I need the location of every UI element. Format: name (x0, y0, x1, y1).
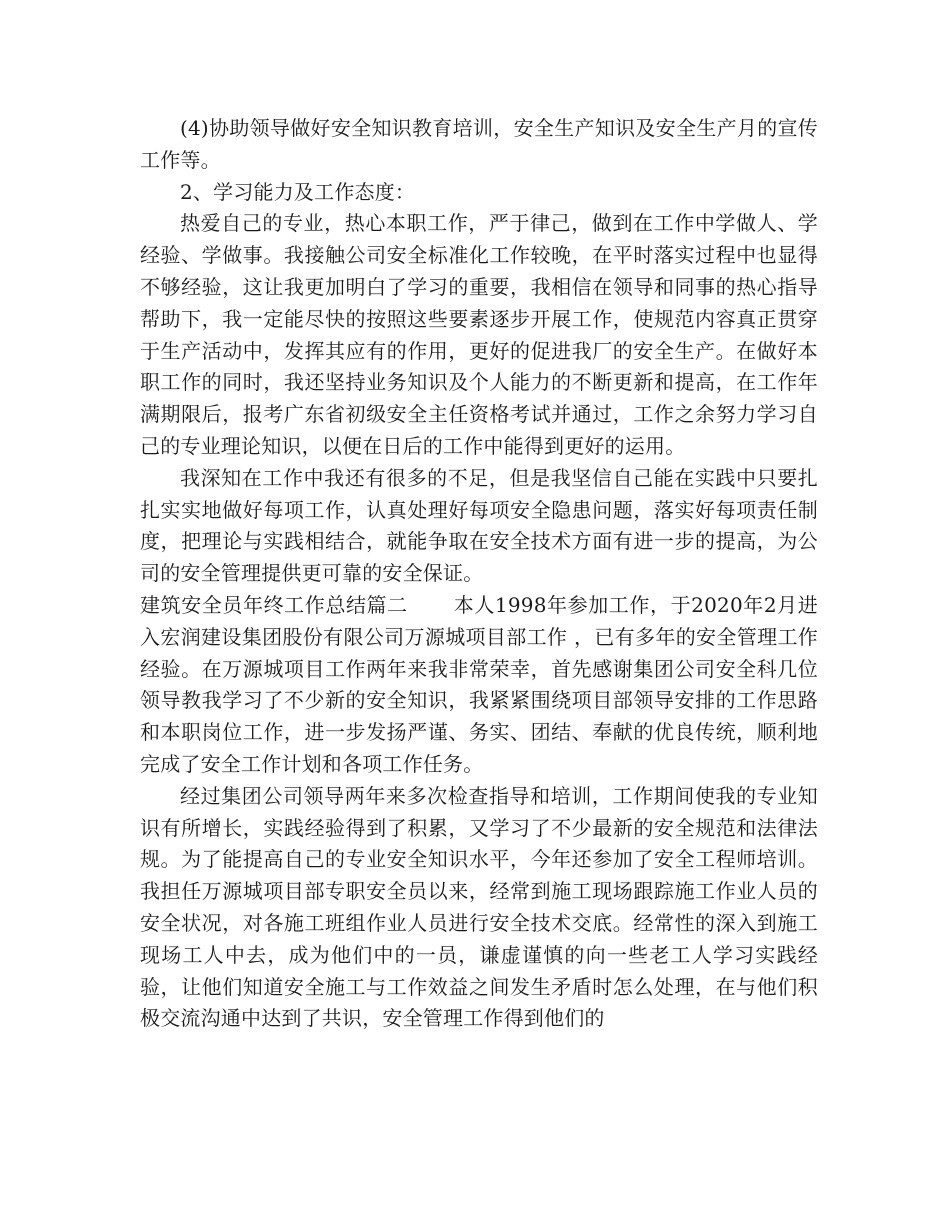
paragraph-shortcomings: 我深知在工作中我还有很多的不足，但是我坚信自己能在实践中只要扎扎实实地做好每项工作，认真处理好每项安全隐患问题，落实好每项责任制度，把理论与实践相结合，就能争取在安全技术方面有进一步的提高，为公司的安全管理提供更可靠的安全保证。 (140, 465, 818, 586)
paragraph-attitude: 热爱自己的专业，热心本职工作，严于律己，做到在工作中学做人、学经验、学做事。我接触公司安全标准化工作较晚，在平时落实过程中也显得不够经验，这让我更加明白了学习的重要，我相信在领导和同事的热心指导帮助下，我一定能尽快的按照这些要素逐步开展工作，使规范内容真正贯穿于生产活动中，发挥其应有的作用，更好的促进我厂的安全生产。在做好本职工作的同时，我还坚持业务知识及个人能力的不断更新和提高，在工作年满期限后，报考广东省初级安全主任资格考试并通过，工作之余努力学习自己的专业理论知识，以便在日后的工作中能得到更好的运用。 (140, 211, 818, 458)
part-two-heading: 建筑安全员年终工作总结篇二 (140, 592, 408, 617)
paragraph-training: (4)协助领导做好安全知识教育培训，安全生产知识及安全生产月的宣传工作等。 (140, 116, 818, 172)
paragraph-section-heading: 2、学习能力及工作态度： (180, 179, 416, 204)
paragraph-part-two (140, 590, 818, 781)
paragraph-experience: 经过集团公司领导两年来多次检查指导和培训，工作期间使我的专业知识有所增长，实践经验得到了积累，又学习了不少最新的安全规范和法律法规。为了能提高自己的专业安全知识水平，今年还参加了安全工程师培训。我担任万源城项目部专职安全员以来，经常到施工现场跟踪施工作业人员的安全状况，对各施工班组作业人员进行安全技术交底。经常性的深入到施工现场工人中去，成为他们中的一员，谦虚谨慎的向一些老工人学习实践经验，让他们知道安全施工与工作效益之间发生矛盾时怎么处理，在与他们积极交流沟通中达到了共识，安全管理工作得到他们的 (140, 783, 818, 1031)
part-two-body: 本人1998年参加工作，于2020年2月进入宏润建设集团股份有限公司万源城项目部工作 ，已有多年的安全管理工作经验。在万源城项目工作两年来我非常荣幸，首先感谢集团公司安全科几位领导教我学习了不少新的安全知识，我紧紧围绕项目部领导安排的工作思路和本职岗位工作，进一步发扬严谨、务实、团结、奉献的优良传统，顺利地完成了安全工作计划和各项工作任务。 (140, 592, 818, 776)
